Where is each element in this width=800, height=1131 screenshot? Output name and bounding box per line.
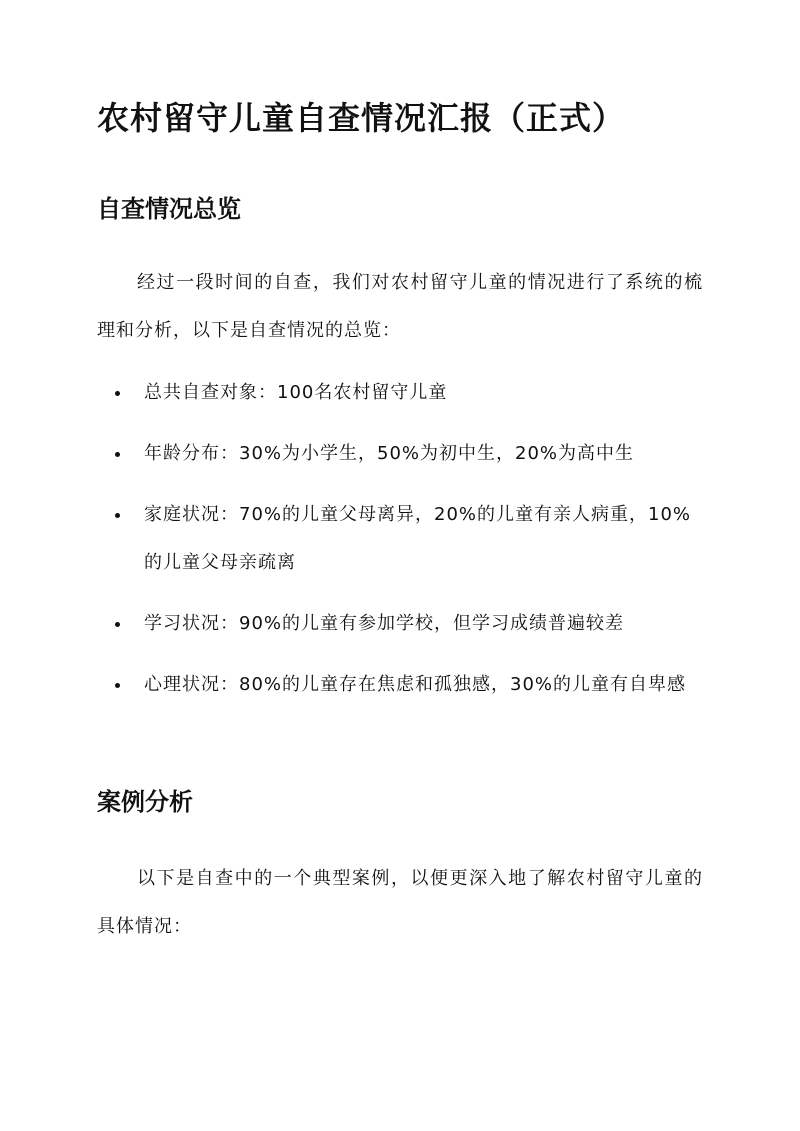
section-heading-overview: 自查情况总览 [97, 195, 241, 223]
overview-bullet-list [112, 369, 704, 722]
bullet-dot-icon [115, 452, 120, 457]
bullet-item-study [112, 600, 704, 648]
bullet-dot-icon [115, 683, 120, 688]
bullet-item-psychology [112, 661, 704, 709]
bullet-text: 心理状况：80%的儿童存在焦虑和孤独感，30%的儿童有自卑感 [144, 674, 687, 695]
bullet-item-family [112, 491, 704, 587]
document-title: 农村留守儿童自查情况汇报（正式） [97, 99, 626, 137]
bullet-item-total [112, 369, 704, 417]
bullet-text: 学习状况：90%的儿童有参加学校，但学习成绩普遍较差 [144, 613, 625, 634]
case-analysis-paragraph: 以下是自查中的一个典型案例，以便更深入地了解农村留守儿童的具体情况： [97, 868, 703, 937]
bullet-dot-icon [115, 622, 120, 627]
bullet-text: 总共自查对象：100名农村留守儿童 [144, 382, 448, 403]
bullet-dot-icon [115, 391, 120, 396]
overview-paragraph: 经过一段时间的自查，我们对农村留守儿童的情况进行了系统的梳理和分析，以下是自查情况的总览： [97, 272, 703, 341]
bullet-text: 年龄分布：30%为小学生，50%为初中生，20%为高中生 [144, 443, 635, 464]
section-heading-case-analysis: 案例分析 [97, 788, 193, 816]
bullet-dot-icon [115, 513, 120, 518]
bullet-text: 家庭状况：70%的儿童父母离异，20%的儿童有亲人病重，10%的儿童父母亲疏离 [144, 504, 692, 573]
bullet-item-age [112, 430, 704, 478]
